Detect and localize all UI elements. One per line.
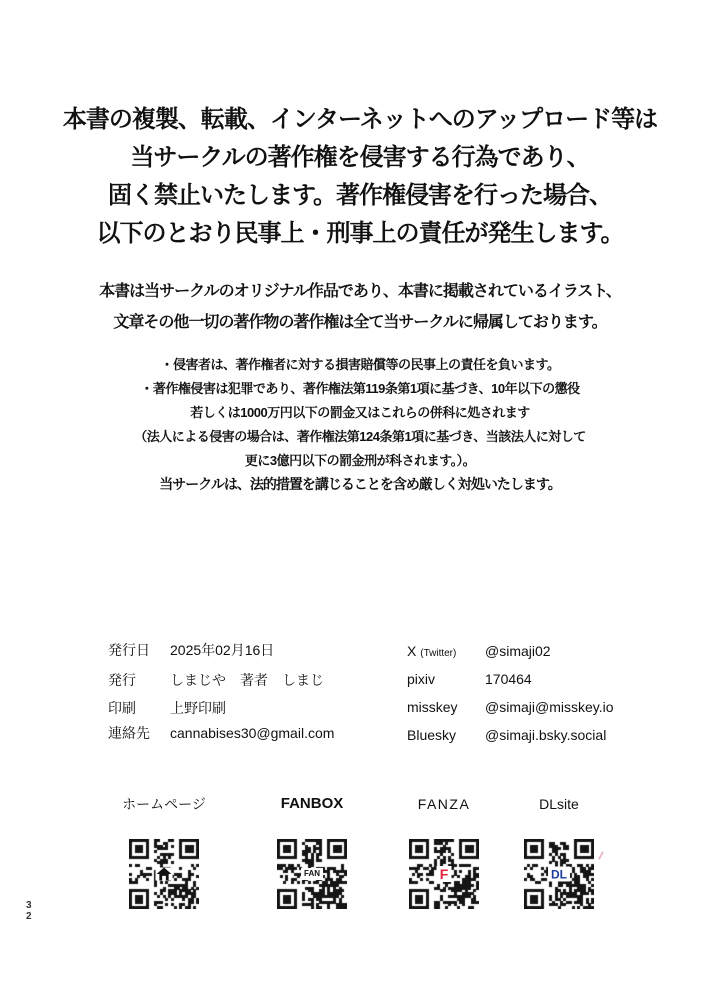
social-label: X (Twitter) <box>407 643 457 659</box>
liability-line-5: 更に3億円以下の罰金刑が科されます。）。 <box>244 453 476 468</box>
liability-line-4: （法人による侵害の場合は、著作権法第124条第1項に基づき、当該法人に対して <box>134 429 586 444</box>
qr-label: FANBOX <box>280 795 344 812</box>
qr-center-text: FAN <box>301 868 323 880</box>
ownership-line-1: 本書は当サークルのオリジナル作品であり、本書に掲載されているイラスト、 <box>99 283 621 300</box>
enforcement-statement: 当サークルは、法的措置を講じることを含め厳しく対処いたします。 <box>159 476 561 492</box>
colophon-label: 発行 <box>108 672 136 688</box>
social-value: @simaji.bsky.social <box>485 727 607 743</box>
legal-liability-list <box>0 353 720 473</box>
qr-code <box>129 839 199 909</box>
qr-label: DLsite <box>539 796 579 812</box>
ownership-statement <box>0 276 720 338</box>
social-label: Bluesky <box>407 727 457 743</box>
qr-center-home <box>156 868 173 881</box>
social-row <box>407 699 614 715</box>
qr-code <box>524 839 594 909</box>
qr-code <box>277 839 347 909</box>
page-number-digit: 2 <box>26 911 32 922</box>
social-row <box>407 643 551 659</box>
copyright-warning-line-2: 当サークルの著作権を侵害する行為であり、 <box>130 144 590 171</box>
qr-item-ホームページ <box>94 795 234 909</box>
ownership-line-2: 文章その他一切の著作物の著作権は全て当サークルに帰属しております。 <box>113 314 607 331</box>
social-label-suffix: (Twitter) <box>420 648 457 659</box>
colophon-row <box>108 698 226 718</box>
colophon-label: 印刷 <box>108 700 136 716</box>
page-number <box>26 900 32 922</box>
social-value: @simaji@misskey.io <box>485 699 614 715</box>
colophon-value: しまじや 著者 しまじ <box>170 672 324 688</box>
copyright-warning-line-4: 以下のとおり民事上・刑事上の責任が発生します。 <box>96 220 624 247</box>
social-value: @simaji02 <box>485 643 551 659</box>
social-row <box>407 671 532 687</box>
qr-label: FANZA <box>417 796 471 812</box>
colophon-row <box>108 723 334 743</box>
qr-center-text: F <box>437 866 452 882</box>
liability-line-1: ・侵害者は、著作権者に対する損害賠償等の民事上の責任を負います。 <box>160 357 560 372</box>
home-icon <box>157 868 172 881</box>
qr-item-FANBOX <box>242 795 382 909</box>
qr-center-text: DL <box>548 867 570 882</box>
colophon-value: 上野印刷 <box>170 700 226 716</box>
qr-code <box>409 839 479 909</box>
qr-item-DLsite <box>489 795 629 909</box>
liability-line-2: ・著作権侵害は犯罪であり、著作権法第119条第1項に基づき、10年以下の懲役 <box>140 381 580 396</box>
social-label: pixiv <box>407 671 436 687</box>
social-label: misskey <box>407 699 458 715</box>
colophon-row <box>108 670 324 690</box>
colophon-value: cannabises30@gmail.com <box>170 725 335 741</box>
copyright-warning-line-3: 固く禁止いたします。著作権侵害を行った場合、 <box>107 182 613 209</box>
copyright-warning-heading <box>0 101 720 253</box>
social-value: 170464 <box>485 671 532 687</box>
colophon-label: 発行日 <box>108 642 150 658</box>
page-number-digit: 3 <box>26 900 32 911</box>
colophon-label: 連絡先 <box>108 725 150 741</box>
qr-links-section <box>0 795 720 955</box>
qr-label: ホームページ <box>122 796 206 812</box>
liability-line-3: 若しくは1000万円以下の罰金又はこれらの併科に処されます <box>190 405 530 420</box>
colophon-value: 2025年02月16日 <box>170 642 275 658</box>
copyright-warning-line-1: 本書の複製、転載、インターネットへのアップロード等は <box>62 106 658 133</box>
social-row <box>407 727 606 743</box>
colophon-row <box>108 640 274 660</box>
